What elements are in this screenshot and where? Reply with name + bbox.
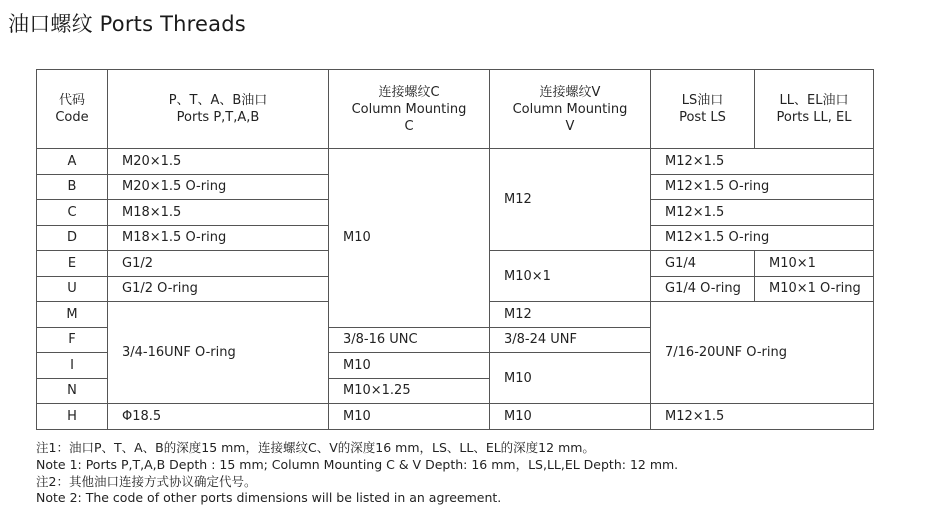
code-cell: D xyxy=(37,225,108,251)
header-code: 代码 Code xyxy=(37,70,108,149)
ports-cell: M18×1.5 O-ring xyxy=(108,225,329,251)
table-row xyxy=(37,404,874,430)
ll-cell: M10×1 xyxy=(755,251,874,277)
ls-cell: M12×1.5 xyxy=(651,200,874,226)
column-v-cell: 3/8-24 UNF xyxy=(490,327,651,353)
column-v-cell: M10 xyxy=(490,404,651,430)
ls-cell: M12×1.5 O-ring xyxy=(651,174,874,200)
table-header-row xyxy=(37,70,874,149)
column-c-merged-cell: M10 xyxy=(329,149,490,328)
code-cell: I xyxy=(37,353,108,379)
header-column-mounting-v: 连接螺纹V Column Mounting V xyxy=(490,70,651,149)
note-1-cn: 注1：油口P、T、A、B的深度15 mm，连接螺纹C、V的深度16 mm，LS、LL、EL的深度12 mm。 xyxy=(36,440,595,455)
ports-cell: G1/2 xyxy=(108,251,329,277)
header-ports-ll-el: LL、EL油口 Ports LL, EL xyxy=(755,70,874,149)
column-c-cell: 3/8-16 UNC xyxy=(329,327,490,353)
code-cell: N xyxy=(37,378,108,404)
ports-cell: M20×1.5 O-ring xyxy=(108,174,329,200)
ls-cell: M12×1.5 xyxy=(651,149,874,175)
ls-cell: G1/4 O-ring xyxy=(651,276,755,302)
code-cell: U xyxy=(37,276,108,302)
header-column-mounting-c: 连接螺纹C Column Mounting C xyxy=(329,70,490,149)
notes xyxy=(36,440,678,507)
ports-cell: M18×1.5 xyxy=(108,200,329,226)
column-v-cell: M12 xyxy=(490,302,651,328)
code-cell: B xyxy=(37,174,108,200)
code-cell: A xyxy=(37,149,108,175)
ports-cell: Φ18.5 xyxy=(108,404,329,430)
code-cell: H xyxy=(37,404,108,430)
code-cell: M xyxy=(37,302,108,328)
table-row xyxy=(37,149,874,175)
code-cell: F xyxy=(37,327,108,353)
column-c-cell: M10×1.25 xyxy=(329,378,490,404)
ls-cell: G1/4 xyxy=(651,251,755,277)
header-post-ls: LS油口 Post LS xyxy=(651,70,755,149)
ls-cell: M12×1.5 xyxy=(651,404,874,430)
ports-cell: G1/2 O-ring xyxy=(108,276,329,302)
ls-merged-cell: 7/16-20UNF O-ring xyxy=(651,302,874,404)
ls-cell: M12×1.5 O-ring xyxy=(651,225,874,251)
column-c-cell: M10 xyxy=(329,404,490,430)
column-c-cell: M10 xyxy=(329,353,490,379)
ports-threads-table xyxy=(36,69,874,430)
column-v-merged-cell: M10 xyxy=(490,353,651,404)
page-title: 油口螺纹 Ports Threads xyxy=(8,12,246,36)
ports-merged-cell: 3/4-16UNF O-ring xyxy=(108,302,329,404)
code-cell: C xyxy=(37,200,108,226)
code-cell: E xyxy=(37,251,108,277)
ll-cell: M10×1 O-ring xyxy=(755,276,874,302)
note-1-en: Note 1: Ports P,T,A,B Depth : 15 mm; Column Mounting C & V Depth: 16 mm，LS,LL,EL Depth: 12 mm. xyxy=(36,456,679,472)
column-v-merged-cell: M12 xyxy=(490,149,651,251)
column-v-merged-cell: M10×1 xyxy=(490,251,651,302)
note-2-cn: 注2：其他油口连接方式协议确定代号。 xyxy=(36,473,257,489)
note-2-en: Note 2: The code of other ports dimensions will be listed in an agreement. xyxy=(36,490,502,506)
ports-cell: M20×1.5 xyxy=(108,149,329,175)
header-ports-ptab: P、T、A、B油口 Ports P,T,A,B xyxy=(108,70,329,149)
